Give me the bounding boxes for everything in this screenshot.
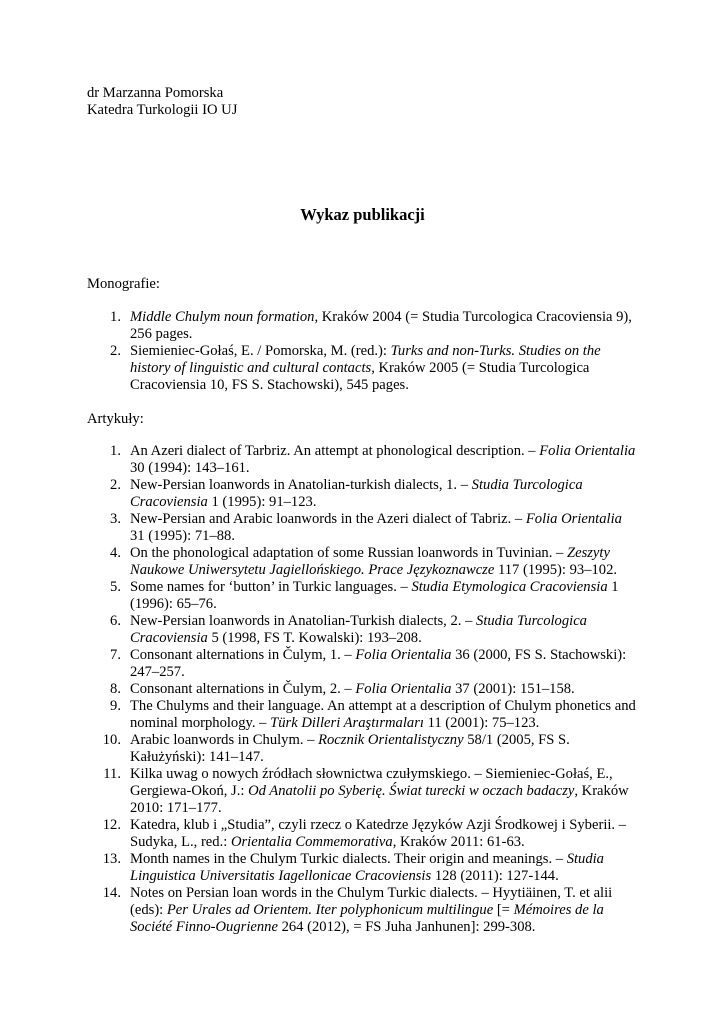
citation-title-italic: Middle Chulym noun formation	[130, 309, 315, 325]
citation-text: Notes on Persian loan words in the Chulym Turkic dialects. – Hyytiäinen, T. et alii (eds):	[130, 885, 613, 918]
publication-citation	[130, 766, 640, 817]
citation-title-italic: Turks and non-Turks. Studies on the history of linguistic and cultural contacts	[130, 343, 601, 376]
publication-citation	[130, 545, 640, 579]
citation-title-italic: Studia Etymologica Cracoviensia	[411, 579, 608, 595]
publication-citation	[130, 309, 640, 343]
publication-number: 9.	[110, 698, 121, 714]
author-affiliation: Katedra Turkologii IO UJ	[87, 102, 238, 118]
publication-citation	[130, 851, 640, 885]
author-block	[87, 85, 237, 119]
citation-text: 37 (2001): 151–158.	[451, 681, 575, 697]
citation-title-italic: Folia Orientalia	[355, 647, 452, 663]
citation-text: New-Persian loanwords in Anatolian-Turkish dialects, 2. –	[130, 613, 477, 629]
publication-citation	[130, 477, 640, 511]
publication-number: 2.	[110, 477, 121, 493]
publication-number: 7.	[110, 647, 121, 663]
citation-text: , Kraków 2005 (= Studia Turcologica Cracoviensia 10, FS S. Stachowski), 545 pages.	[130, 360, 590, 393]
citation-text: 1 (1996): 65–76.	[130, 579, 619, 612]
publication-number: 10.	[102, 732, 121, 748]
publication-number: 13.	[102, 851, 121, 867]
citation-text: Arabic loanwords in Chulym. –	[130, 732, 319, 748]
citation-title-italic: Türk Dilleri Araştırmaları	[270, 715, 424, 731]
citation-title-italic: Rocznik Orientalistyczny	[318, 732, 464, 748]
publication-citation	[130, 732, 640, 766]
citation-text: 11 (2001): 75–123.	[423, 715, 540, 731]
citation-text: , Kraków 2004 (= Studia Turcologica Cracoviensia 9), 256 pages.	[130, 309, 632, 342]
publication-item	[0, 766, 725, 817]
article-list	[0, 443, 725, 936]
citation-title-italic: Studia Turcologica Cracoviensia	[130, 477, 583, 510]
publication-item	[0, 511, 725, 545]
citation-text: 31 (1995): 71–88.	[130, 528, 235, 544]
publication-item	[0, 613, 725, 647]
publication-citation	[130, 817, 640, 851]
citation-text: 36 (2000, FS S. Stachowski): 247–257.	[130, 647, 627, 680]
citation-text: 1 (1995): 91–123.	[207, 494, 317, 510]
publication-item	[0, 647, 725, 681]
publication-item	[0, 885, 725, 936]
citation-text: Consonant alternations in Čulym, 1. –	[130, 647, 356, 663]
publication-citation	[130, 698, 640, 732]
citation-text: On the phonological adaptation of some Russian loanwords in Tuvinian. –	[130, 545, 567, 561]
citation-text: 117 (1995): 93–102.	[494, 562, 618, 578]
citation-title-italic: Folia Orientalia	[525, 511, 622, 527]
citation-text: Month names in the Chulym Turkic dialects. Their origin and meanings. –	[130, 851, 567, 867]
publication-number: 12.	[102, 817, 121, 833]
citation-text: , Kraków 2011: 61-63.	[392, 834, 525, 850]
citation-title-italic: Folia Orientalia	[355, 681, 452, 697]
publication-item	[0, 698, 725, 732]
publication-citation	[130, 579, 640, 613]
publication-number: 1.	[110, 443, 121, 459]
publication-number: 11.	[103, 766, 121, 782]
publication-citation	[130, 511, 640, 545]
citation-text: 5 (1998, FS T. Kowalski): 193–208.	[207, 630, 422, 646]
citation-title-italic: Per Urales ad Orientem. Iter polyphonicum multilingue	[166, 902, 494, 918]
publication-number: 8.	[110, 681, 121, 697]
citation-title-italic: Studia Linguistica Universitatis Iagellonicae Cracoviensis	[130, 851, 604, 884]
publication-number: 3.	[110, 511, 121, 527]
publication-citation	[130, 681, 640, 698]
citation-text: 128 (2011): 127-144.	[431, 868, 559, 884]
citation-text: Some names for ‘button’ in Turkic languages. –	[130, 579, 412, 595]
monograph-list	[0, 309, 725, 394]
citation-text: New-Persian and Arabic loanwords in the Azeri dialect of Tabriz. –	[130, 511, 526, 527]
citation-text: 30 (1994): 143–161.	[130, 460, 250, 476]
citation-text: Siemieniec-Gołaś, E. / Pomorska, M. (red.):	[130, 343, 391, 359]
publication-number: 4.	[110, 545, 121, 561]
publication-number: 14.	[102, 885, 121, 901]
citation-text: New-Persian loanwords in Anatolian-turkish dialects, 1. –	[130, 477, 472, 493]
page-title: Wykaz publikacji	[300, 205, 425, 224]
publication-number: 2.	[110, 343, 121, 359]
citation-title-italic: Zeszyty Naukowe Uniwersytetu Jagiellońskiego. Prace Językoznawcze	[130, 545, 610, 578]
publication-citation	[130, 647, 640, 681]
publication-item	[0, 579, 725, 613]
citation-text: Katedra, klub i „Studia”, czyli rzecz o Katedrze Języków Azji Środkowej i Syberii. – Sudyka, L., red.:	[130, 817, 627, 850]
citation-text: Consonant alternations in Čulym, 2. –	[130, 681, 356, 697]
section-heading-artykuly: Artykuły:	[87, 411, 144, 427]
publication-item	[0, 545, 725, 579]
citation-title-italic: Studia Turcologica Cracoviensia	[130, 613, 587, 646]
citation-text: [=	[493, 902, 514, 918]
citation-title-italic: Od Anatolii po Syberię. Świat turecki w oczach badaczy	[248, 783, 575, 799]
citation-text: , Kraków 2010: 171–177.	[130, 783, 629, 816]
citation-text: The Chulyms and their language. An attempt at a description of Chulym phonetics and nominal morphology. –	[130, 698, 636, 731]
publication-item	[0, 732, 725, 766]
publication-citation	[130, 343, 640, 394]
publication-item	[0, 309, 725, 343]
citation-title-italic: Folia Orientalia	[539, 443, 636, 459]
publication-item	[0, 477, 725, 511]
citation-text: 58/1 (2005, FS S. Kałużyński): 141–147.	[130, 732, 570, 765]
section-heading-monografie: Monografie:	[87, 276, 160, 292]
publication-citation	[130, 443, 640, 477]
citation-text: Kilka uwag o nowych źródłach słownictwa czułymskiego. – Siemieniec-Gołaś, E., Gergiewa-Okoń, J.:	[130, 766, 613, 799]
publication-item	[0, 681, 725, 698]
citation-title-italic: Orientalia Commemorativa	[230, 834, 393, 850]
citation-text: 264 (2012), = FS Juha Janhunen]: 299-308.	[277, 919, 536, 935]
publication-citation	[130, 885, 640, 936]
publication-item	[0, 343, 725, 394]
citation-title-italic: Mémoires de la Société Finno-Ougrienne	[130, 902, 604, 935]
publication-number: 1.	[110, 309, 121, 325]
publication-number: 6.	[110, 613, 121, 629]
publication-number: 5.	[110, 579, 121, 595]
publication-item	[0, 443, 725, 477]
author-name: dr Marzanna Pomorska	[87, 85, 224, 101]
publication-item	[0, 851, 725, 885]
citation-text: An Azeri dialect of Tarbriz. An attempt at phonological description. –	[130, 443, 540, 459]
publication-citation	[130, 613, 640, 647]
publication-item	[0, 817, 725, 851]
